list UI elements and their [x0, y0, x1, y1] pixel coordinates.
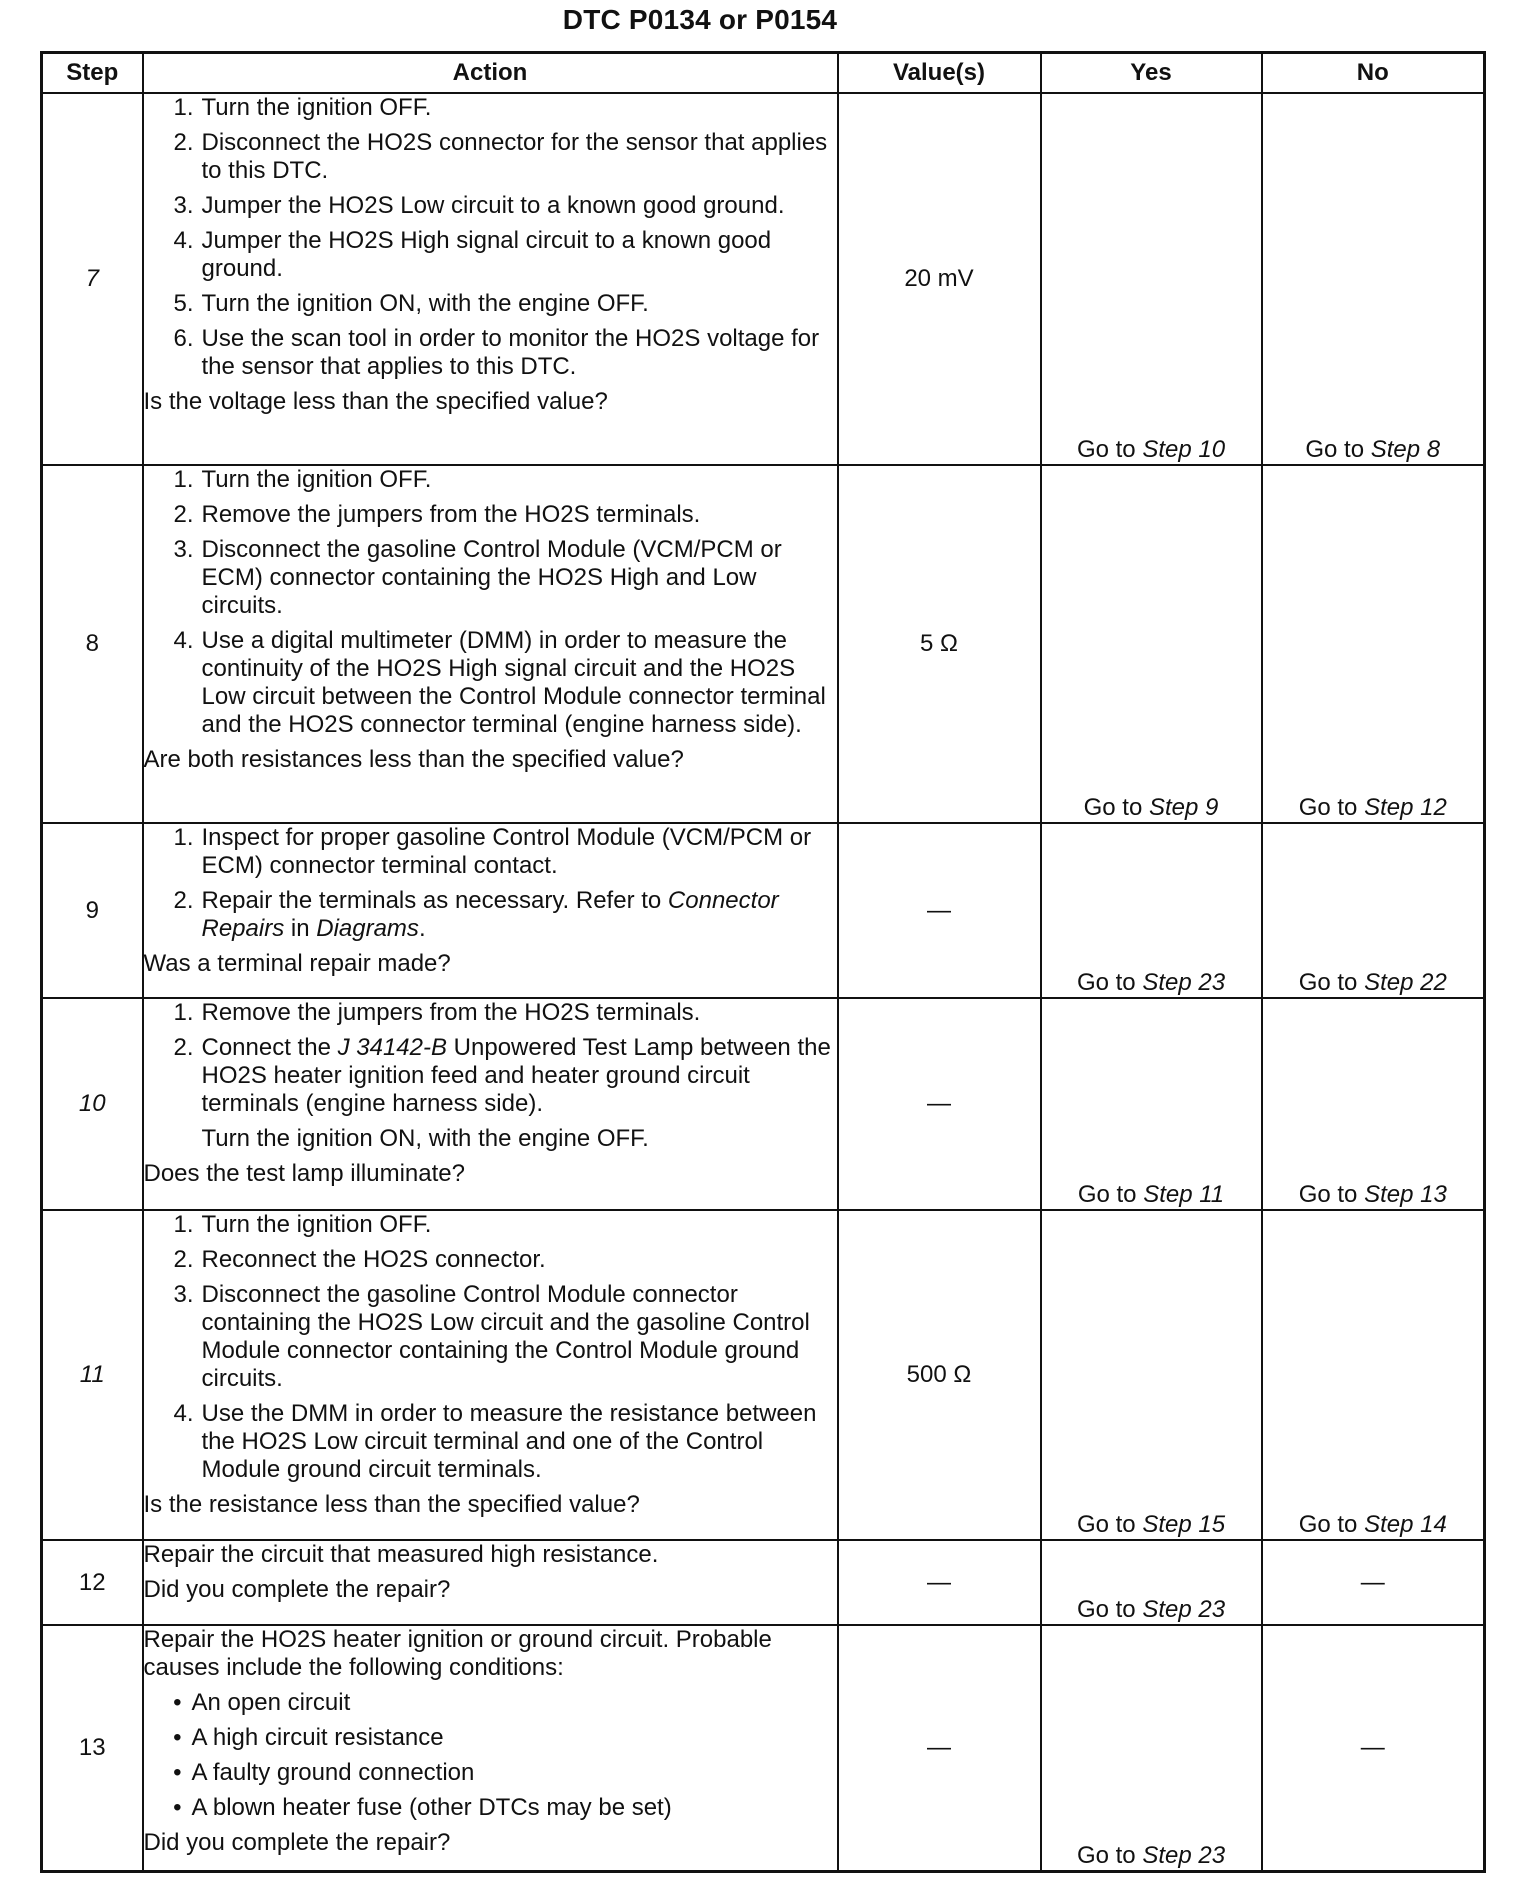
action-cell: [143, 998, 838, 1210]
list-item: 1. Turn the ignition OFF.: [173, 94, 432, 121]
list-item: 6. Use the scan tool in order to monitor the HO2S voltage for the sensor that applies to this DTC.: [173, 325, 820, 380]
go-to-label: Go to: [1083, 794, 1143, 821]
action-steps: [144, 824, 837, 943]
no-cell: [1262, 465, 1485, 823]
action-steps: [144, 999, 837, 1118]
list-item: 2. Repair the terminals as necessary. Refer to Connector Repairs in Diagrams.: [173, 887, 779, 942]
action-cell: [143, 823, 838, 998]
action-steps: [144, 94, 837, 381]
action-cell: [143, 1625, 838, 1871]
no-target: Step 8: [1370, 436, 1441, 463]
value-cell: —: [838, 998, 1041, 1210]
go-to-label: Go to: [1298, 969, 1358, 996]
action-steps: [144, 466, 837, 739]
list-item: • An open circuit: [173, 1689, 351, 1716]
list-item: 2. Reconnect the HO2S connector.: [173, 1246, 546, 1273]
action-note: Turn the ignition ON, with the engine OFF.: [201, 1125, 649, 1152]
list-item: • A high circuit resistance: [173, 1724, 444, 1751]
question: Is the voltage less than the specified value?: [143, 388, 608, 415]
no-cell: —: [1262, 1625, 1485, 1871]
yes-cell: [1041, 465, 1262, 823]
table-row: [42, 465, 1485, 823]
list-item: 4. Use the DMM in order to measure the resistance between the HO2S Low circuit terminal and one of the Control Module ground circuit terminals.: [173, 1400, 817, 1483]
go-to-label: Go to: [1076, 436, 1136, 463]
question: Does the test lamp illuminate?: [143, 1160, 465, 1187]
list-item: 2. Connect the J 34142-B Unpowered Test Lamp between the HO2S heater ignition feed and heater ground circuit terminals (engine harness side).: [173, 1034, 831, 1117]
list-item: 2. Remove the jumpers from the HO2S terminals.: [173, 501, 701, 528]
list-item: 3. Disconnect the gasoline Control Module (VCM/PCM or ECM) connector containing the HO2S High and Low circuits.: [173, 536, 782, 619]
action-cell: [143, 1540, 838, 1625]
value-cell: 500 Ω: [838, 1210, 1041, 1540]
col-header-no: No: [1262, 53, 1485, 94]
yes-cell: [1041, 823, 1262, 998]
diagnostic-table: [40, 51, 1486, 1873]
no-cell: [1262, 823, 1485, 998]
table-row: [42, 1540, 1485, 1625]
yes-cell: [1041, 93, 1262, 465]
table-row: [42, 1625, 1485, 1871]
book-reference: Diagrams: [316, 915, 419, 942]
list-item: 5. Turn the ignition ON, with the engine OFF.: [173, 290, 649, 317]
no-cell: —: [1262, 1540, 1485, 1625]
go-to-label: Go to: [1298, 1511, 1358, 1538]
list-item: • A blown heater fuse (other DTCs may be set): [173, 1794, 672, 1821]
go-to-label: Go to: [1298, 1181, 1358, 1208]
yes-target: Step 23: [1142, 1596, 1226, 1623]
go-to-label: Go to: [1076, 969, 1136, 996]
table-row: [42, 998, 1485, 1210]
yes-target: Step 10: [1142, 436, 1226, 463]
col-header-values: Value(s): [838, 53, 1041, 94]
question: Was a terminal repair made?: [143, 950, 451, 977]
yes-target: Step 23: [1142, 969, 1226, 996]
action-cell: [143, 1210, 838, 1540]
go-to-label: Go to: [1298, 794, 1358, 821]
col-header-action: Action: [143, 53, 838, 94]
step-number: 9: [42, 823, 143, 998]
go-to-label: Go to: [1076, 1841, 1136, 1869]
yes-target: Step 23: [1142, 1841, 1226, 1869]
go-to-label: Go to: [1076, 1596, 1136, 1623]
table-row: [42, 1210, 1485, 1540]
list-item: • A faulty ground connection: [173, 1759, 475, 1786]
value-cell: 5 Ω: [838, 465, 1041, 823]
question: Is the resistance less than the specified value?: [143, 1491, 640, 1518]
list-item: 1. Turn the ignition OFF.: [173, 466, 432, 493]
no-target: Step 13: [1364, 1181, 1447, 1208]
yes-target: Step 9: [1148, 794, 1219, 821]
go-to-label: Go to: [1077, 1181, 1137, 1208]
yes-cell: [1041, 1540, 1262, 1625]
yes-cell: [1041, 1210, 1262, 1540]
go-to-label: Go to: [1305, 436, 1365, 463]
list-item: 4. Jumper the HO2S High signal circuit to a known good ground.: [173, 227, 772, 282]
col-header-yes: Yes: [1041, 53, 1262, 94]
action-cell: [143, 465, 838, 823]
doc-reference: Connector Repairs: [201, 887, 779, 942]
action-steps: [144, 1211, 837, 1484]
action-cell: [143, 93, 838, 465]
table-row: [42, 823, 1485, 998]
no-target: Step 14: [1364, 1511, 1447, 1538]
value-cell: —: [838, 1540, 1041, 1625]
step-number: 11: [42, 1210, 143, 1540]
action-text: Repair the circuit that measured high resistance.: [143, 1541, 659, 1568]
go-to-label: Go to: [1076, 1511, 1136, 1538]
step-number: 12: [42, 1540, 143, 1625]
yes-target: Step 11: [1143, 1181, 1225, 1208]
value-cell: —: [838, 1625, 1041, 1871]
yes-cell: [1041, 998, 1262, 1210]
value-cell: 20 mV: [838, 93, 1041, 465]
question: Are both resistances less than the specified value?: [143, 746, 684, 773]
list-item: 2. Disconnect the HO2S connector for the sensor that applies to this DTC.: [173, 129, 828, 184]
question: Did you complete the repair?: [143, 1576, 451, 1603]
list-item: 3. Jumper the HO2S Low circuit to a known good ground.: [173, 192, 785, 219]
value-cell: —: [838, 823, 1041, 998]
tool-reference: J 34142-B: [337, 1034, 447, 1061]
list-item: 1. Inspect for proper gasoline Control Module (VCM/PCM or ECM) connector terminal contact.: [173, 824, 812, 879]
header-row: [42, 53, 1485, 94]
no-target: Step 12: [1364, 794, 1447, 821]
yes-target: Step 15: [1142, 1511, 1226, 1538]
no-target: Step 22: [1364, 969, 1447, 996]
list-item: 4. Use a digital multimeter (DMM) in order to measure the continuity of the HO2S High signal circuit and the HO2S Low circuit between the Control Module connector terminal and the HO2S connector terminal (engine harness side).: [173, 627, 826, 738]
col-header-step: Step: [42, 53, 143, 94]
action-text: Repair the HO2S heater ignition or ground circuit. Probable causes include the following conditions:: [143, 1626, 772, 1681]
step-number: 8: [42, 465, 143, 823]
table-row: [42, 93, 1485, 465]
step-number: 10: [42, 998, 143, 1210]
step-number: 13: [42, 1625, 143, 1871]
no-cell: [1262, 998, 1485, 1210]
no-cell: [1262, 93, 1485, 465]
yes-cell: [1041, 1625, 1262, 1871]
no-cell: [1262, 1210, 1485, 1540]
question: Did you complete the repair?: [143, 1829, 451, 1856]
page-title: DTC P0134 or P0154: [562, 4, 838, 35]
condition-list: [144, 1689, 837, 1822]
step-number: 7: [42, 93, 143, 465]
list-item: 1. Remove the jumpers from the HO2S terminals.: [173, 999, 701, 1026]
list-item: 3. Disconnect the gasoline Control Module connector containing the HO2S Low circuit and the gasoline Control Module connector containing the Control Module ground circuits.: [173, 1281, 810, 1392]
list-item: 1. Turn the ignition OFF.: [173, 1211, 432, 1238]
